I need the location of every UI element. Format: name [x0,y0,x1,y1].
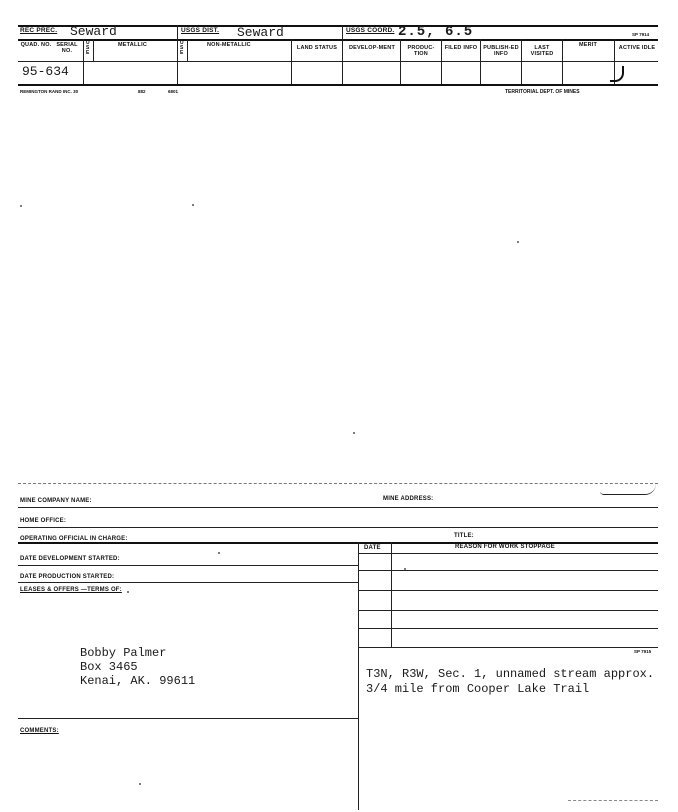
date-col-divider [391,542,392,647]
development-header: DEVELOP-MENT [348,45,396,51]
scan-speck [20,205,22,207]
published-info-header: PUBLISH-ED INFO [483,45,519,57]
form-number: SP 7915 [634,649,652,654]
date-development-label: DATE DEVELOPMENT STARTED: [20,556,120,562]
rule [18,582,358,583]
department-name: TERRITORIAL DEPT. OF MINES [505,89,580,95]
metallic-header: METALLIC [118,42,147,48]
column-rule [18,61,658,62]
filed-info-header: FILED INFO [444,45,478,51]
date-column-header: DATE [364,545,381,551]
home-office-label: HOME OFFICE: [20,518,67,524]
owner-box: Box 3465 [80,660,138,674]
leases-offers-label: LEASES & OFFERS —TERMS OF: [20,587,122,593]
rec-prec-value: Seward [70,24,117,39]
serial-no-header: SERIAL NO. [56,42,78,54]
land-status-header: LAND STATUS [296,45,338,51]
usgs-dist-value: Seward [237,25,284,40]
location-line-2: 3/4 mile from Cooper Lake Trail [366,682,590,696]
scan-speck [192,204,194,206]
rec-prec-label: REC PREC. [20,27,58,34]
rule [18,718,358,719]
scan-speck [353,432,355,434]
rule [358,553,658,554]
date-production-label: DATE PRODUCTION STARTED: [20,574,115,580]
production-header: PRODUC-TION [407,45,435,57]
rule [18,542,658,544]
card-edge [18,483,658,484]
form-number: SP 7914 [632,32,650,37]
record-number: 95-634 [22,64,69,79]
active-idle-header: ACTIVE IDLE [618,45,656,51]
center-divider [358,542,359,810]
use-nonmetallic-header: U S E [180,40,184,56]
divider [342,25,343,39]
rule [358,628,658,629]
merit-header: MERIT [578,42,598,48]
rule [358,610,658,611]
title-label: TITLE: [454,533,474,539]
divider [177,25,178,39]
owner-name: Bobby Palmer [80,646,167,660]
quad-no-header: QUAD. NO. [20,42,52,48]
usgs-coord-value: 2.5, 6.5 [398,24,474,40]
usgs-coord-label: USGS COORD. [346,27,395,34]
printer-code-2: 6801 [168,89,179,94]
printer-code-1: 882 [138,89,146,94]
use-metallic-header: U S E [86,40,90,56]
location-note [366,667,654,697]
rule [18,507,658,508]
bottom-rule [18,84,658,86]
reason-column-header: REASON FOR WORK STOPPAGE [455,544,555,550]
printer-note: REMINGTON RAND INC. 30 [20,89,79,94]
rule [358,647,658,648]
location-line-1: T3N, R3W, Sec. 1, unnamed stream approx. [366,667,655,681]
owner-city: Kenai, AK. 99611 [80,674,196,688]
scan-speck [517,241,519,243]
edge-curl [600,484,656,495]
mine-address-label: MINE ADDRESS: [383,496,434,502]
hand-mark [610,66,624,82]
scan-speck [127,591,129,593]
scan-speck [404,568,406,570]
usgs-dist-label: USGS DIST. [181,27,220,34]
rule [18,527,658,528]
divider [93,39,94,61]
mine-company-name-label: MINE COMPANY NAME: [20,498,92,504]
last-visited-header: LAST VISITED [530,45,554,57]
rule [18,565,358,566]
rule [358,570,658,571]
rule [358,590,658,591]
comments-label: COMMENTS: [20,728,59,734]
non-metallic-header: NON-METALLIC [207,42,251,48]
owner-address [80,646,195,688]
scan-speck [218,552,220,554]
card-bottom-edge [568,800,658,801]
divider [187,39,188,61]
scan-speck [139,783,141,785]
operating-official-label: OPERATING OFFICIAL IN CHARGE: [20,536,128,542]
